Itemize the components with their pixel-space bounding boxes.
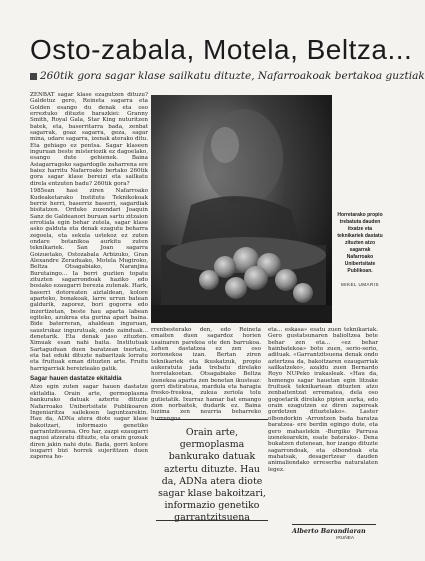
section-heading: Sagar hauen dastatze ekitaldia [30, 375, 122, 383]
subheadline [30, 70, 425, 82]
pull-quote-box [156, 419, 268, 524]
photo-caption-text: Horretarako propio trebatuta dauden itxatze eta teknikariek dastatu zituzten atzo sagarrak Nafarroako Unibertsitate Publikoan. [337, 212, 383, 274]
photo-credit: MIKEL UMARIS [340, 282, 380, 287]
article-column-1 [30, 92, 148, 522]
pull-quote: Orain arte, germoplasma bankurako datuak aztertu dituzte. Hau da, ADNa atera diote sagar klase bakoitzari, informazio genetiko garrantzitsuena [158, 427, 266, 524]
author-byline: Alberto Barandiaran [292, 524, 376, 535]
paragraph-column-2: rrenbesterako den, edo Reineta emaiten duen sagardoz horien usainaren parekoa ote den barrukoa. Lehen dastatzea ez zen oso zorionekoa izan. Bertan ziren teknikariek eta ikuskatzuk, propio aukeratuta jada trebatu direlako horrelakoetan. Otsagabiako Beltza izenekoa aparta zen benetan ikusteaz: gorri distiratsua, mardula eta haragia fresko-freskoa, zukua zeriola tolu gutietatik. Ixurraz hamar bat emango zion norbaitek, dudarik ez. Baina luzima zen neurria beharreko hurrengoa [151, 327, 261, 422]
paragraph-tasting: Atzo egin zuten sagar hauen dastatze ekitaldia. Orain arte, germoplasma bankurako datuak aztertu dituzte Nafarroako Unibertsitate Publikoaren Ingeniaritza sailekoen laguntzarekin. Hau da, ADNa atera diote sagar klase bakoitzari, informazio genetiko garrantzitsuena. Oro har, zazpi ezaugarri nagusi atzeratu dituzte, eta orain gozoak diren jakin nahi dute. Bada, gorri kolore isugarri bizi horrek sujerittzen duen zaporea ho- [30, 384, 148, 461]
news-photo [151, 95, 332, 323]
article-column-2 [151, 327, 261, 422]
paragraph-intro: ZENBAT sagar klase ezagutzen dituzu? Galdetuz gero, Reineta sagarra eta Golden esango du denak eta oso erreztuko dituzte barazkiei: Granny Smith, Royal Gala, Star King nuturitzen batek, eta, baserritarra bada, zenbat sagarrak, goaz sagarra, geza, sagar mina, udare sagarra, izenak aterako ditu. Eta gehiago ez pentsa. Sagar klaseen inguruan beste misteriozik ez dagoelako, esango dute gehienek. Baina Asiagarragoko sagardogile zaharrena ere baiez harritu Nafarroako bertako 260tik gora sagar klase bereizi eta sailkatu direla entzuten badu? 260tik gora? [30, 92, 148, 187]
author-location: IRUÑEA [336, 536, 355, 541]
square-bullet-icon [30, 73, 37, 80]
photo-caption [336, 212, 384, 288]
headline: Osto-zabala, Motela, Beltza... [30, 34, 413, 65]
paragraph-column-3: eta... eskasa» esatu zuen teknikariak. Gero gustatsunaren balioltzea bete behar zen eta... «ez behar hainbatekoa» botu zuen, serio-serio, adituak. «Garrantzitsuena denak ondo aztertzea da, bakoitzaren ezaugarriak sailkatzeko», azaldu zuen Bernardo Royo NUPeko irakasleak. «Hau da, hemengo sagar hauetan egin litzake fruituek teknikariean dituzten atzo zenbaitentzat errematea, dela oso gogoetarik direlako pipien aurka, edo orain ezagutzen ez diren zaporeak gordetzen dituztelako». Laster olbondorkin -Arrontzen bada baratza baratzea- ere berdin egingo dute, eta gero mahastekin -Burgiko Parrusa izenekoarekin, esate baterako-. Dena bukatzen dutenean, hor izango dituzte sagarrondoak, eta olbondoak eta mahatsak, desagertzear dauden animaliendako erreserba naturalaten legez. [268, 327, 378, 473]
paragraph-history: 1985ean hasi ziren Nafarroako Kudeaketarako Institutu Teknikokoak berriz herri, baserriz baserri, sagardiak bisitatzen. Orduko zuzendari Joaquin Sanz de Galdeanori buruan sartu zitzaion errotiala egin behar zutela, sagar klase asko galduta eta denak ezagutu beharra zegoela, eta sekula ustekoz ez zuten ondare botanikoa aurkitu zuten teknikariek. San Joan sagarra Goizuetako, Ostozabala Arbizuko, Gran Alexandre Zeraduako, Motela Mugiroko, Beltza Otsagabiako, Naranjina Burutaingo... Ia berri guztien topatu zituzten sagarrondoak haziko edo bosiako ezaugarri berezia zutenak. Hark, baserri dotoreaten aiztaldean, kolore aparteko, bonakoak, larre urrun batean galdurik, zaporez, bori gogorra edo inzertizetan, beste hau aparta labean egiteko, azukrea eta gurina apart baina. Bide baterreran, ahaldean inguruan, saustrukaz ingurutuak, ondo zainduak... denetarik. Eta denak jaso zituzten. Ximuak esan nahi baita. Institutuak Sartaguduan duen baratzean txertatu, eta bat eduki dituzte nabaritzak lorratu eta fruituak eman dituzten arte. Fruitu harrigarriak bereizteako gatik. [30, 188, 148, 372]
subheadline-text: 260tik gora sagar klase sailkatu dituzte, Nafarroakoak bertakoa guztiak [40, 70, 425, 82]
article-column-3 [268, 327, 378, 520]
photo-illustration [151, 95, 332, 323]
